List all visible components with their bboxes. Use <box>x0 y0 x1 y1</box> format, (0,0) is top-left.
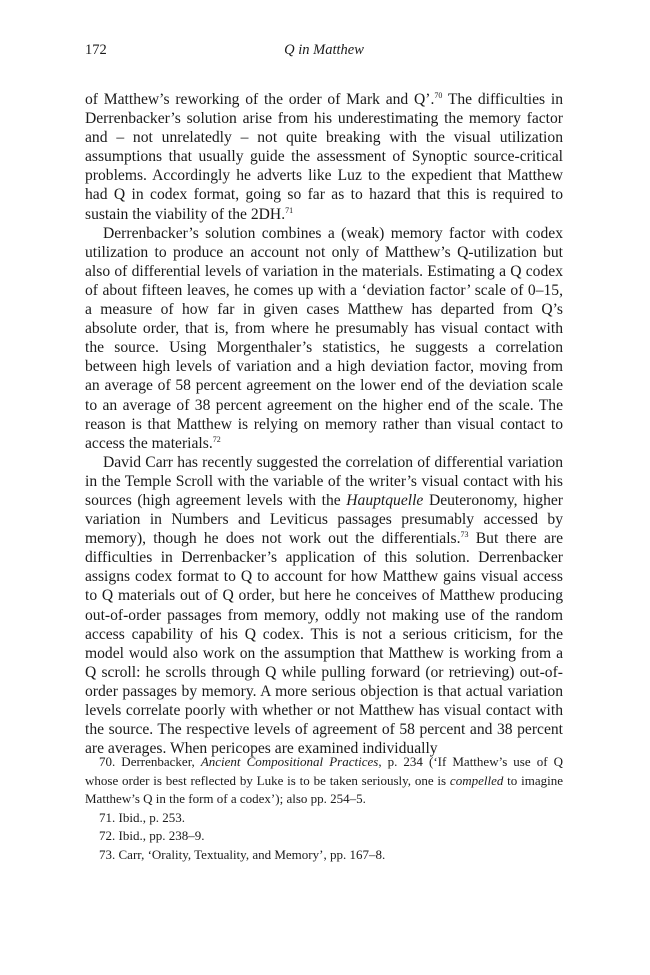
footnote-70 <box>85 753 563 809</box>
paragraph-2 <box>85 224 563 453</box>
running-head: Q in Matthew <box>284 42 364 58</box>
footnote-71: 71. Ibid., p. 253. <box>99 809 185 825</box>
paragraph-3-text-cont: Deuteronomy, higher variation in Numbers and Leviticus passages presumably accessed by memory), though he does not work out the differentials. <box>85 491 563 548</box>
page <box>85 42 563 862</box>
note-ref-70[interactable]: 70 <box>434 91 443 100</box>
footnote-72: 72. Ibid., pp. 238–9. <box>99 828 205 844</box>
footnotes <box>85 753 563 865</box>
paragraph-1-text: of Matthew’s reworking of the order of Mark and Q’. <box>85 91 435 108</box>
page-number: 172 <box>85 42 107 58</box>
footnote-70-text-end: to imagine Matthew’s Q in the form of a codex’); also pp. 254–5. <box>85 772 563 807</box>
paragraph-1-text-cont: The difficulties in Derrenbacker’s solution arise from his underestimating the memory factor and – not unrelatedly – not quite breaking with the visual utilization assumptions that usually guide the assessment of Synoptic source-critical problems. Accordingly he adverts like Luz to the expedient that Matthew had Q in codex format, going so far as to hazard that this is required to sustain the viability of the 2DH. <box>85 91 563 223</box>
body-text <box>85 90 563 758</box>
footnote-70-text: , p. 234 (‘If Matthew’s use of Q whose order is best reflected by Luke is to be taken seriously, one is <box>85 754 563 788</box>
note-ref-71[interactable]: 71 <box>285 205 294 215</box>
footnote-73: 73. Carr, ‘Orality, Textuality, and Memory’, pp. 167–8. <box>99 846 386 862</box>
paragraph-3-italic-term: Hauptquelle <box>346 491 424 509</box>
footnote-70-lead: 70. Derrenbacker, <box>99 754 201 769</box>
paragraph-2-text: Derrenbacker’s solution combines a (weak) memory factor with codex utilization to produce an account not only of Matthew’s Q-utilization but also of differential levels of variation in the materials. Estimating a Q codex of about fifteen leaves, he comes up with a ‘deviation factor’ scale of 0–15, a measure of how far in given cases Matthew has departed from Q’s absolute order, that is, from where he presumably has visual contact with the source. Using Morgenthaler’s statistics, he suggests a correlation between high levels of variation and a high deviation factor, moving from an average of 58 percent agreement on the lower end of the deviation scale to an average of 38 percent agreement on the higher end of the scale. The reason is that Matthew is relying on memory rather than visual contact to access the materials. <box>85 224 563 452</box>
paragraph-1 <box>85 90 563 224</box>
note-ref-72[interactable]: 72 <box>212 434 221 444</box>
paragraph-3-text: David Carr has recently suggested the correlation of differential variation in the Temple Scroll with the variable of the writer’s visual contact with his sources (high agreement levels with the <box>85 453 563 509</box>
paragraph-3 <box>85 453 563 759</box>
footnote-70-italic-word: compelled <box>449 772 504 788</box>
note-ref-73[interactable]: 73 <box>460 530 469 540</box>
paragraph-3-text-end: But there are difficulties in Derrenbacker’s application of this solution. Derrenbacker assigns codex format to Q to account for how Matthew gains visual access to Q materials out of Q order, but here he conceives of Matthew producing out-of-order passages from memory, oddly not making use of the random access capability of his Q codex. This is not a serious criticism, for the model would also work on the assumption that Matthew is working from a Q scroll: he scrolls through Q while pulling forward (or retrieving) out-of-order passages by memory. A more serious objection is that actual variation levels correlate poorly with whether or not Matthew has visual contact with the source. The respective levels of agreement of 58 percent and 38 percent are averages. When pericopes are examined individually <box>85 530 563 758</box>
page-header <box>85 42 563 64</box>
footnote-70-title: Ancient Compositional Practices <box>200 754 379 769</box>
